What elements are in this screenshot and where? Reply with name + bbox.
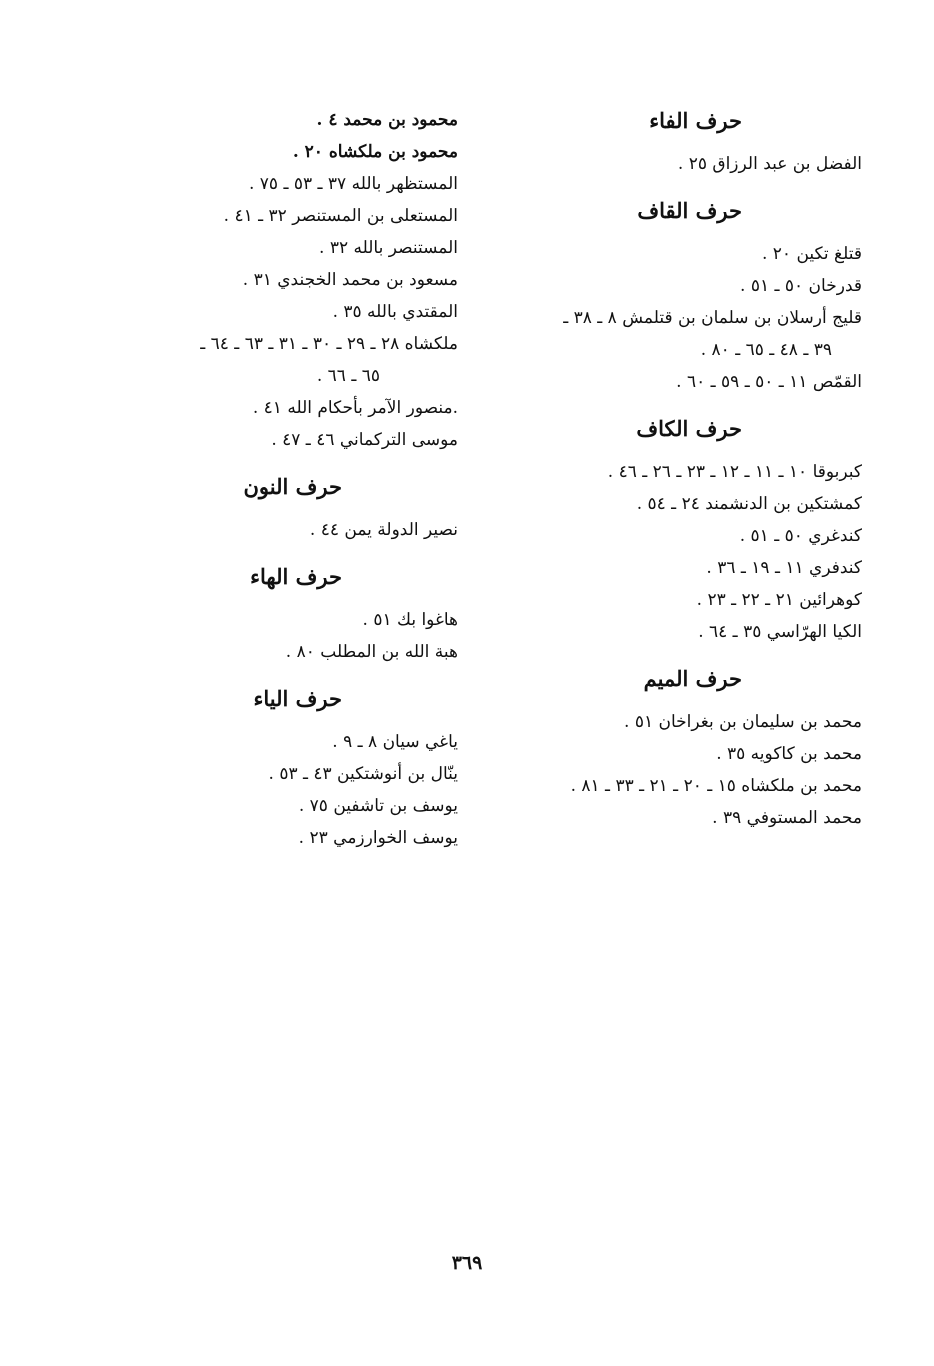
index-entry: قدرخان ٥٠ ـ ٥١ . — [740, 276, 862, 296]
index-entry: مسعود بن محمد الخجندي ٣١ . — [242, 270, 458, 290]
section-ha — [98, 560, 458, 668]
index-entry: محمود بن محمد ٤ . — [316, 110, 458, 130]
section-heading: حرف الياء — [253, 686, 342, 711]
index-entry: يوسف الخوارزمي ٢٣ . — [298, 828, 458, 848]
index-entry: يوسف بن تاشفين ٧٥ . — [298, 796, 458, 816]
index-entry: كمشتكين بن الدنشمند ٢٤ ـ ٥٤ . — [636, 494, 862, 514]
left-column — [98, 104, 458, 854]
index-entry: هاغوا بك ٥١ . — [362, 610, 458, 630]
index-entry: القمّص ١١ ـ ٥٠ ـ ٥٩ ـ ٦٠ . — [676, 372, 862, 392]
index-entry: كبربوقا ١٠ ـ ١١ ـ ١٢ ـ ٢٣ ـ ٢٦ ـ ٤٦ . — [607, 462, 862, 482]
section-nun — [98, 470, 458, 546]
page-number: ٣٦٩ — [451, 1252, 483, 1274]
section-fa — [502, 104, 862, 180]
index-entry: هبة الله بن المطلب ٨٠ . — [285, 642, 458, 662]
section-ya — [98, 682, 458, 854]
index-entry: محمد بن سليمان بن بغراخان ٥١ . — [624, 712, 862, 732]
section-heading: حرف القاف — [637, 198, 742, 223]
index-entry: محمد المستوفي ٣٩ . — [712, 808, 862, 828]
index-entry: كندفري ١١ ـ ١٩ ـ ٣٦ . — [706, 558, 862, 578]
index-entry: محمد بن كاكويه ٣٥ . — [716, 744, 862, 764]
index-entry: موسى التركماني ٤٦ ـ ٤٧ . — [271, 430, 458, 450]
index-entry: كوهرائين ٢١ ـ ٢٢ ـ ٢٣ . — [696, 590, 862, 610]
index-entry: نصير الدولة يمن ٤٤ . — [309, 520, 458, 540]
index-entry: كندغري ٥٠ ـ ٥١ . — [739, 526, 862, 546]
section-heading: حرف الهاء — [250, 564, 342, 589]
section-heading: حرف الكاف — [636, 416, 742, 441]
section-heading: حرف الميم — [643, 666, 742, 691]
section-heading: حرف الفاء — [649, 108, 742, 133]
index-entry-continuation: ٣٩ ـ ٤٨ ـ ٦٥ ـ ٨٠ . — [700, 340, 832, 360]
section-heading: حرف النون — [243, 474, 342, 499]
right-column — [502, 104, 862, 834]
index-entry: قتلغ تكين ٢٠ . — [761, 244, 862, 264]
index-entry: محمود بن ملكشاه ٢٠ . — [292, 142, 458, 162]
section-mim-continued — [98, 104, 458, 456]
index-entry-continuation: ٦٥ ـ ٦٦ . — [316, 366, 380, 386]
index-entry: ينّال بن أنوشتكين ٤٣ ـ ٥٣ . — [268, 764, 458, 784]
index-entry: الكيا الهرّاسي ٣٥ ـ ٦٤ . — [698, 622, 862, 642]
index-entry: المستنصر بالله ٣٢ . — [319, 238, 458, 258]
index-entry: المستعلى بن المستنصر ٣٢ ـ ٤١ . — [223, 206, 458, 226]
section-qaf — [502, 194, 862, 398]
index-entry: ياغي سيان ٨ ـ ٩ . — [332, 732, 458, 752]
index-entry: المقتدي بالله ٣٥ . — [332, 302, 458, 322]
section-mim — [502, 662, 862, 834]
index-entry: .منصور الآمر بأحكام الله ٤١ . — [252, 398, 458, 418]
index-entry: قليج أرسلان بن سلمان بن قتلمش ٨ ـ ٣٨ ـ — [563, 308, 862, 328]
index-entry: ملكشاه ٢٨ ـ ٢٩ ـ ٣٠ ـ ٣١ ـ ٦٣ ـ ٦٤ ـ — [200, 334, 458, 354]
section-kaf — [502, 412, 862, 648]
index-entry: الفضل بن عبد الرزاق ٢٥ . — [677, 154, 862, 174]
index-entry: المستظهر بالله ٣٧ ـ ٥٣ ـ ٧٥ . — [248, 174, 458, 194]
index-entry: محمد بن ملكشاه ١٥ ـ ٢٠ ـ ٢١ ـ ٣٣ ـ ٨١ . — [570, 776, 862, 796]
